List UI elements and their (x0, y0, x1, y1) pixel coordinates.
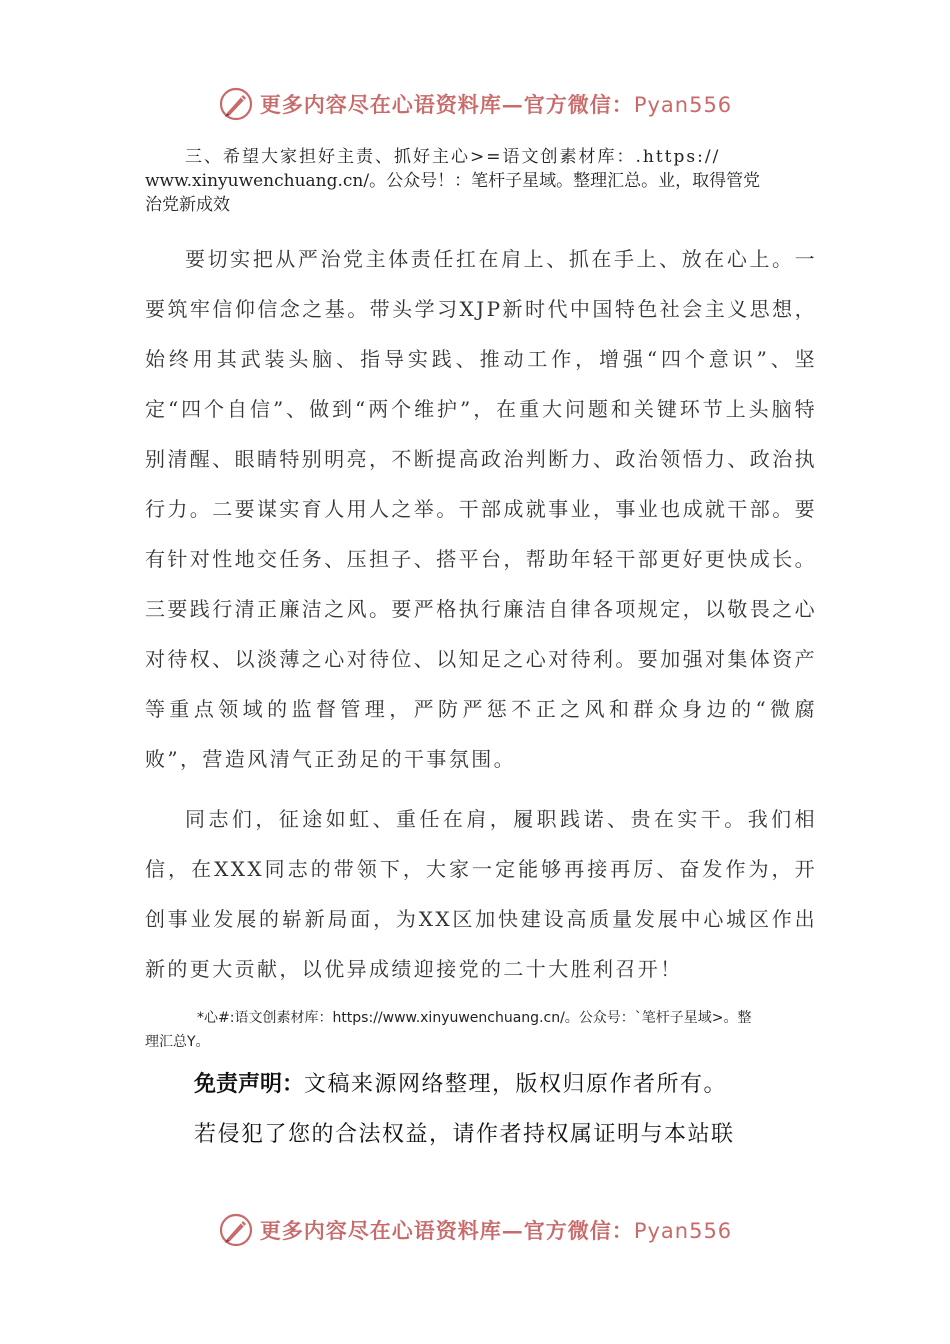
quill-pen-logo-icon (218, 1212, 254, 1248)
quill-pen-logo-icon (218, 86, 254, 122)
header-banner (0, 82, 950, 126)
banner-wechat-id: Pyan556 (633, 1219, 733, 1243)
source-note-line-2: 理汇总Y。 (145, 1034, 210, 1050)
banner-wechat-id: Pyan556 (633, 93, 733, 117)
source-note (145, 1006, 815, 1054)
source-note-line-1: *心#:语文创素材库：https://www.xinyuwenchuang.cn/。公众号：`笔杆子星域>。整 (197, 1010, 752, 1026)
body-paragraph-1: 要切实把从严治党主体责任扛在肩上、抓在手上、放在心上。一要筑牢信仰信念之基。带头学习XJP新时代中国特色社会主义思想，始终用其武装头脑、指导实践、推动工作，增强“四个意识”、坚定“四个自信”、做到“两个维护”，在重大问题和关键环节上头脑特别清醒、眼睛特别明亮，不断提高政治判断力、政治领悟力、政治执行力。二要谋实育人用人之举。干部成就事业，事业也成就干部。要有针对性地交任务、压担子、搭平台，帮助年轻干部更好更快成长。三要践行清正廉洁之风。要严格执行廉洁自律各项规定，以敬畏之心对待权、以淡薄之心对待位、以知足之心对待利。要加强对集体资产等重点领域的监督管理，严防严惩不正之风和群众身边的“微腐败”，营造风清气正劲足的干事氛围。 (145, 247, 817, 771)
disclaimer-line-2: 若侵犯了您的合法权益，请作者持权属证明与本站联 (194, 1122, 735, 1147)
body-paragraph-2: 同志们，征途如虹、重任在肩，履职践诺、贵在实干。我们相信，在XXX同志的带领下，大家一定能够再接再厉、奋发作为，开创事业发展的崭新局面，为XX区加快建设高质量发展中心城区作出新的更大贡献，以优异成绩迎接党的二十大胜利召开！ (145, 807, 817, 981)
banner-title: 更多内容尽在心语资料库—官方微信： (259, 1218, 634, 1243)
banner-title: 更多内容尽在心语资料库—官方微信： (259, 92, 634, 117)
disclaimer-text: 文稿来源网络整理，版权归原作者所有。 (304, 1072, 728, 1097)
footer-banner (0, 1208, 950, 1252)
disclaimer-label: 免责声明： (194, 1072, 305, 1097)
banner-text (260, 1215, 732, 1245)
heading-line-1: 三、希望大家担好主责、抓好主心>=语文创素材库：.https:// (185, 147, 721, 167)
section-heading (145, 145, 815, 217)
heading-line-3: 治党新成效 (145, 195, 230, 215)
heading-line-2: www.xinyuwenchuang.cn/。公众号！：笔杆子星域。整理汇总。业，取得管党 (145, 171, 761, 191)
banner-text (260, 89, 732, 119)
disclaimer (194, 1060, 834, 1160)
disclaimer-line-1 (194, 1060, 834, 1110)
